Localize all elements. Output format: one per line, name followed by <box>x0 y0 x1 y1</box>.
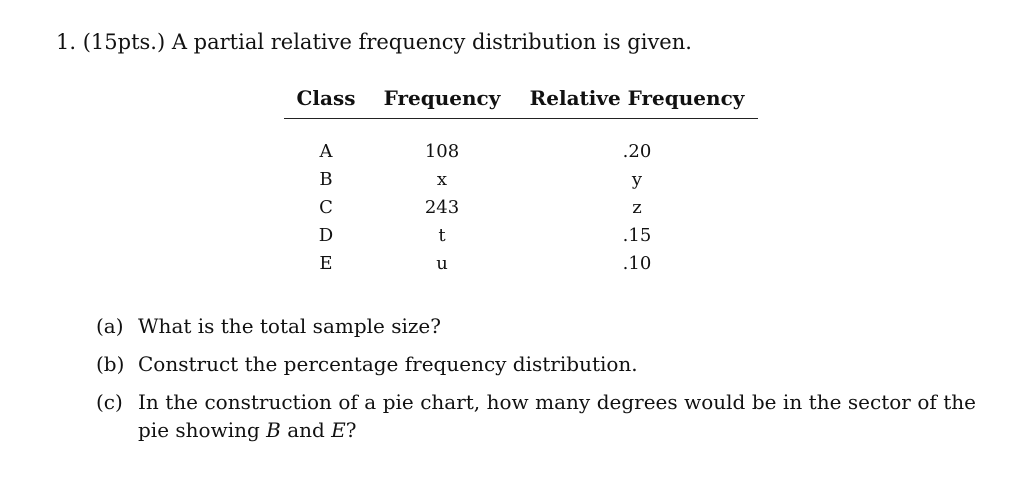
problem-title: 1. (15pts.) A partial relative frequency distribution is given. <box>56 30 692 54</box>
table-row <box>284 193 758 221</box>
question-text: What is the total sample size? <box>138 314 441 338</box>
question-text-before: In the construction of a pie chart, how many degrees would be in the sector of the pie showing <box>138 390 976 442</box>
question-label: (c) <box>96 390 123 414</box>
table-header-row <box>284 86 758 119</box>
question-text <box>138 388 976 444</box>
cell-frequency: 108 <box>424 140 460 162</box>
question-text-mid: and <box>280 418 332 442</box>
math-variable: E <box>331 418 346 442</box>
cell-relative: .10 <box>622 252 652 274</box>
cell-frequency: x <box>436 168 448 190</box>
table-row <box>284 137 758 165</box>
table-spacer <box>284 119 758 138</box>
cell-frequency: t <box>438 224 446 246</box>
header-frequency: Frequency <box>368 86 516 119</box>
cell-frequency: u <box>436 252 448 274</box>
table-row <box>284 249 758 277</box>
question-text-after: ? <box>345 418 357 442</box>
cell-class: D <box>318 224 334 246</box>
cell-class: E <box>319 252 333 274</box>
question-label: (a) <box>96 314 124 338</box>
cell-relative: y <box>631 168 643 190</box>
cell-relative: .15 <box>622 224 652 246</box>
cell-relative: .20 <box>622 140 652 162</box>
question-text: Construct the percentage frequency distribution. <box>138 352 638 376</box>
cell-class: B <box>319 168 333 190</box>
cell-class: C <box>319 196 333 218</box>
question-label: (b) <box>96 352 125 376</box>
cell-frequency: 243 <box>424 196 460 218</box>
question-b <box>96 350 976 378</box>
frequency-table <box>284 86 758 277</box>
question-c <box>96 388 976 444</box>
header-class: Class <box>284 86 368 119</box>
table-row <box>284 165 758 193</box>
cell-class: A <box>319 140 333 162</box>
header-relative-frequency: Relative Frequency <box>516 86 758 119</box>
question-a <box>96 312 976 340</box>
cell-relative: z <box>632 196 642 218</box>
question-list <box>96 312 976 454</box>
math-variable: B <box>266 418 281 442</box>
table-row <box>284 221 758 249</box>
